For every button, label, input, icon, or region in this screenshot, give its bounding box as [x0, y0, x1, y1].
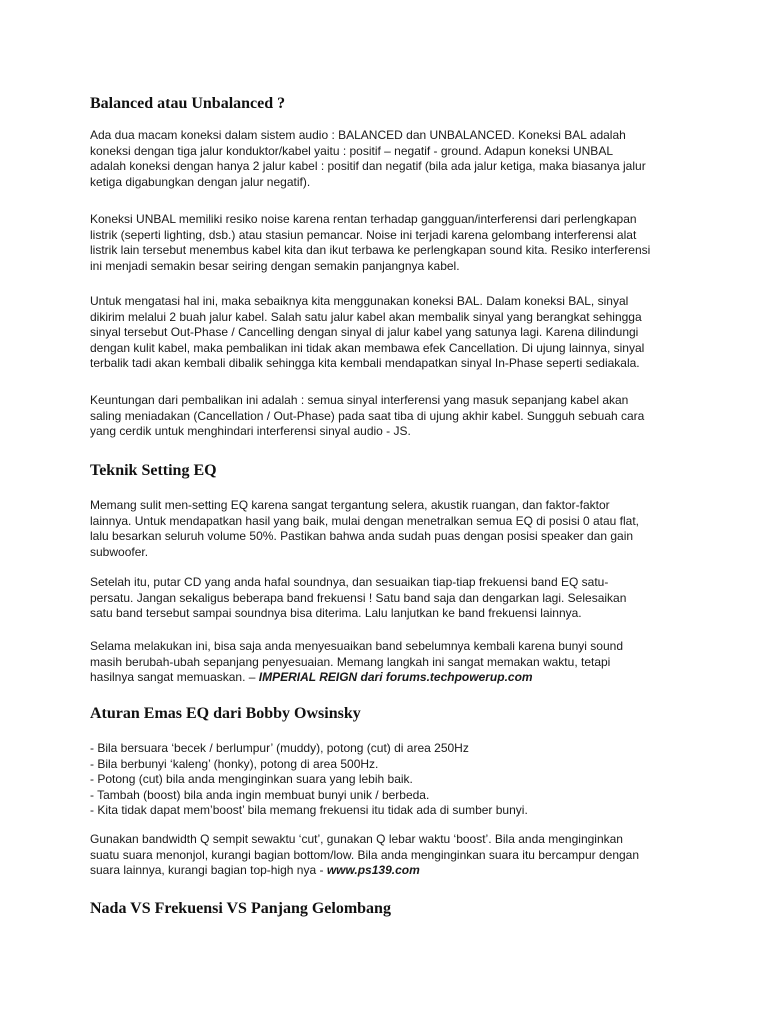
list-item: - Kita tidak dapat mem’boost’ bila memang frekuensi itu tidak ada di sumber bunyi. [90, 803, 528, 817]
text-line: listrik (seperti lighting, dsb.) atau stasiun pemancar. Noise ini terjadi karena gelombang interferensi alat [90, 227, 637, 242]
source-link[interactable]: www.ps139.com [326, 863, 420, 877]
list-item: - Bila bersuara ‘becek / berlumpur’ (muddy), potong (cut) di area 250Hz [90, 741, 469, 755]
text-line [90, 670, 680, 686]
paragraph-solusi-bal [90, 294, 680, 372]
text-line: listrik lain tersebut menembus kabel kita dan ikut terbawa ke perlengkapan sound kita. Resiko interferensi [90, 243, 651, 257]
text-fragment: suara lainnya, kurangi bagian top-high nya - [90, 863, 327, 877]
text-line: Gunakan bandwidth Q sempit sewaktu ‘cut’, gunakan Q lebar waktu ‘boost’. Bila anda menginginkan [90, 832, 623, 846]
text-line: ketiga digabungkan dengan jalur negatif). [90, 174, 311, 189]
text-line: sinyal tersebut Out-Phase / Cancelling dengan sinyal di jalur kabel yang satunya lagi. Karena dilindungi [90, 325, 639, 339]
text-line: Memang sulit men-setting EQ karena sangat tergantung selera, akustik ruangan, dan faktor-faktor [90, 498, 610, 512]
list-aturan-eq [90, 741, 680, 819]
heading-nada-frekuensi: Nada VS Frekuensi VS Panjang Gelombang [90, 900, 391, 917]
text-line: lalu besarkan seluruh volume 50%. Pastikan bahwa anda sudah puas dengan posisi speaker dan gain [90, 529, 634, 543]
text-line: suatu suara menonjol, kurangi bagian bottom/low. Bila anda menginginkan suara itu bercampur dengan [90, 847, 640, 862]
text-line: Keuntungan dari pembalikan ini adalah : semua sinyal interferensi yang masuk sepanjang kabel akan [90, 393, 629, 407]
text-line: lainnya. Untuk mendapatkan hasil yang baik, mulai dengan menetralkan semua EQ di posisi 0 atau flat, [90, 513, 639, 528]
list-item: - Potong (cut) bila anda menginginkan suara yang lebih baik. [90, 772, 413, 786]
list-item: - Tambah (boost) bila anda ingin membuat bunyi unik / berbeda. [90, 787, 430, 802]
list-item: - Bila berbunyi ‘kaleng’ (honky), potong di area 500Hz. [90, 756, 379, 771]
text-line: Ada dua macam koneksi dalam sistem audio : BALANCED dan UNBALANCED. Koneksi BAL adalah [90, 128, 626, 142]
paragraph-noise [90, 212, 680, 274]
heading-teknik-eq: Teknik Setting EQ [90, 462, 217, 479]
text-line: masih berubah-ubah sepanjang penyesuaian. Memang langkah ini sangat memakan waktu, tetapi [90, 654, 611, 669]
text-line: dikirim melalui 2 buah jalur kabel. Salah satu jalur kabel akan membalik sinyal yang berangkat sehingga [90, 309, 642, 324]
text-line: ini menjadi semakin besar seiring dengan semakin panjangnya kabel. [90, 258, 460, 273]
text-line: koneksi dengan tiga jalur konduktor/kabel yaitu : positif – negatif - ground. Adapun koneksi UNBAL [90, 143, 613, 158]
paragraph-putar-cd [90, 575, 680, 622]
text-line [90, 863, 680, 879]
source-credit: IMPERIAL REIGN dari forums.techpowerup.com [258, 670, 533, 684]
heading-aturan-emas: Aturan Emas EQ dari Bobby Owsinsky [90, 705, 361, 722]
text-line: Koneksi UNBAL memiliki resiko noise karena rentan terhadap gangguan/interferensi dari perlengkapan [90, 212, 637, 226]
text-line: yang cerdik untuk menghindari interferensi sinyal audio - JS. [90, 424, 411, 438]
paragraph-keuntungan [90, 393, 680, 440]
text-line: Setelah itu, putar CD yang anda hafal soundnya, dan sesuaikan tiap-tiap frekuensi band EQ satu- [90, 575, 609, 589]
text-line: Selama melakukan ini, bisa saja anda menyesuaikan band sebelumnya kembali karena bunyi sound [90, 639, 623, 653]
paragraph-setting-eq [90, 498, 680, 560]
text-line: adalah koneksi dengan hanya 2 jalur kabel : positif dan negatif (bila ada jalur ketiga, maka biasanya jalur [90, 159, 646, 173]
paragraph-koneksi-audio [90, 128, 680, 190]
text-line: Untuk mengatasi hal ini, maka sebaiknya kita menggunakan koneksi BAL. Dalam koneksi BAL, sinyal [90, 294, 629, 308]
text-line: terbalik tadi akan kembali dibalik sehingga kita kembali mendapatkan sinyal In-Phase seperti sediakala. [90, 356, 640, 370]
text-line: saling meniadakan (Cancellation / Out-Phase) pada saat tiba di ujung akhir kabel. Sungguh sebuah cara [90, 408, 645, 423]
heading-balanced: Balanced atau Unbalanced ? [90, 95, 286, 112]
text-fragment: hasilnya sangat memuaskan. – [90, 670, 259, 684]
paragraph-bandwidth-q [90, 832, 680, 879]
text-line: dengan kulit kabel, maka pembalikan ini tidak akan membawa efek Cancellation. Di ujung lainnya, sinyal [90, 340, 645, 355]
paragraph-penyesuaian [90, 639, 680, 686]
text-line: subwoofer. [90, 544, 149, 559]
text-line: satu band tersebut sampai soundnya bisa diterima. Lalu lanjutkan ke band frekuensi lainnya. [90, 606, 582, 620]
text-line: persatu. Jangan sekaligus beberapa band frekuensi ! Satu band saja dan dengarkan lagi. Selesaikan [90, 590, 627, 605]
